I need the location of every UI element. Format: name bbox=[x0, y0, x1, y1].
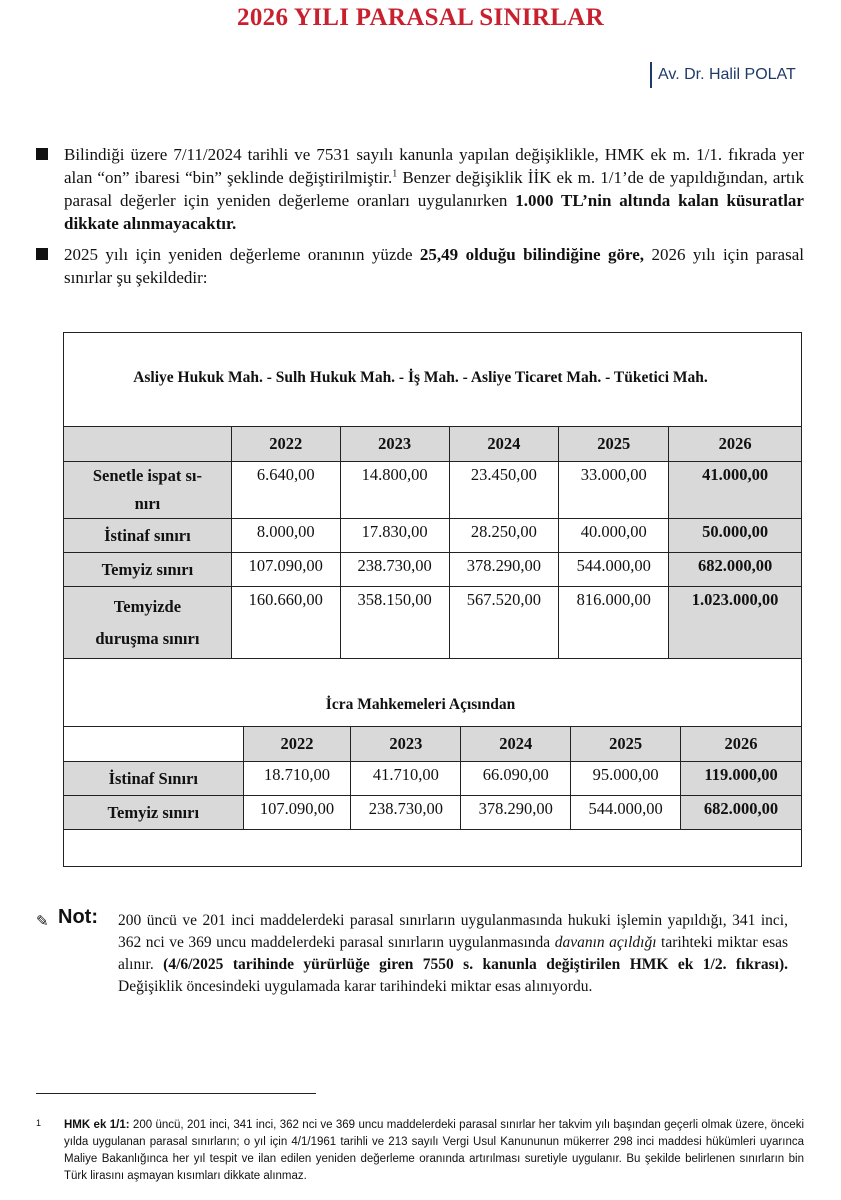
table-header-blank bbox=[64, 727, 244, 762]
table-row bbox=[64, 762, 802, 796]
table-cell-2026: 682.000,00 bbox=[681, 796, 802, 830]
row-label: Temyiz sınırı bbox=[64, 796, 244, 830]
footnote-divider bbox=[36, 1093, 316, 1094]
intro-paragraph-1: Bilindiği üzere 7/11/2024 tarihli ve 7531 sayılı kanunla yapılan değişiklikle, HMK ek m. 1/1. fıkrada yer alan “on” ibaresi “bin” şeklinde değiştirilmiştir.$^1$ Benzer değişiklik İİK ek m. 1/1’de de yapıldığından, artık parasal değerler için yeniden değerleme oranları uygulanırken 1.000 TL’nin altında kalan küsuratlar dikkate alınmayacaktır. bbox=[64, 145, 804, 233]
table1-heading: Asliye Hukuk Mah. - Sulh Hukuk Mah. - İş Mah. - Asliye Ticaret Mah. - Tüketici Mah. bbox=[133, 369, 708, 386]
author-name: Av. Dr. Halil POLAT bbox=[650, 62, 796, 88]
year-header: 2024 bbox=[449, 427, 559, 462]
table-header-row bbox=[64, 427, 802, 462]
row-label: İstinaf Sınırı bbox=[64, 762, 244, 796]
table-cell: 14.800,00 bbox=[340, 462, 449, 519]
table-cell: 107.090,00 bbox=[243, 796, 351, 830]
table-cell: 544.000,00 bbox=[559, 553, 669, 587]
table-cell: 816.000,00 bbox=[559, 587, 669, 659]
table-row bbox=[64, 796, 802, 830]
table2-heading: İcra Mahkemeleri Açısından bbox=[325, 696, 516, 713]
year-header: 2025 bbox=[559, 427, 669, 462]
year-header: 2023 bbox=[351, 727, 461, 762]
table-cell-2026: 50.000,00 bbox=[669, 519, 802, 553]
year-header: 2022 bbox=[231, 427, 340, 462]
row-label: Temyiz sınırı bbox=[64, 553, 232, 587]
table-row bbox=[64, 587, 802, 659]
year-header: 2026 bbox=[669, 427, 802, 462]
table-cell: 238.730,00 bbox=[340, 553, 449, 587]
table-cell: 23.450,00 bbox=[449, 462, 559, 519]
note-label: Not: bbox=[58, 906, 98, 928]
year-header: 2024 bbox=[461, 727, 571, 762]
table-cell: 160.660,00 bbox=[231, 587, 340, 659]
row-label: Temyizde duruşma sınırı bbox=[64, 587, 232, 659]
table-cell-2026: 119.000,00 bbox=[681, 762, 802, 796]
note-text: 200 üncü ve 201 inci maddelerdeki parasal sınırların uygulanmasında hukuki işlemin yapıldığı, 341 inci, 362 nci ve 369 uncu maddelerdeki parasal sınırların uygulanmasında davanın açıldığı tarihteki miktar esas alınır. (4/6/2025 tarihinde yürürlüğe giren 7550 s. kanunla değiştirilen HMK ek 1/2. fıkrası). Değişiklik öncesindeki uygulamada karar tarihindeki miktar esas alınıyordu. bbox=[118, 912, 789, 995]
page-title: 2026 YILI PARASAL SINIRLAR bbox=[237, 4, 604, 31]
table-cell: 95.000,00 bbox=[571, 762, 681, 796]
table-cell: 378.290,00 bbox=[449, 553, 559, 587]
table-cell: 238.730,00 bbox=[351, 796, 461, 830]
year-header: 2022 bbox=[243, 727, 351, 762]
table-cell-2026: 682.000,00 bbox=[669, 553, 802, 587]
table-cell: 378.290,00 bbox=[461, 796, 571, 830]
footnote-text: HMK ek 1/1: 200 üncü, 201 inci, 341 inci, 362 nci ve 369 uncu maddelerdeki parasal sınırlar her takvim yılı başından geçerli olmak üzere, önceki yılda uygulanan parasal sınırların; o yıl için 4/1/1961 tarihli ve 213 sayılı Vergi Usul Kanununun mükerrer 298 inci maddesi hükümleri uyarınca Maliye Bakanlığınca her yıl tespit ve ilan edilen yeniden değerleme oranında artırılması suretiyle uygulanır. Bu şekilde belirlenen sınırların bin Türk lirasını aşmayan kısımları dikkate alınmaz. bbox=[64, 1119, 804, 1182]
civil-courts-limits-table bbox=[63, 426, 802, 659]
table-cell: 40.000,00 bbox=[559, 519, 669, 553]
table-cell: 567.520,00 bbox=[449, 587, 559, 659]
table-cell: 107.090,00 bbox=[231, 553, 340, 587]
pencil-icon: ✎ bbox=[36, 914, 49, 930]
year-header: 2025 bbox=[571, 727, 681, 762]
table-row bbox=[64, 519, 802, 553]
footnote-number: 1 bbox=[36, 1118, 42, 1128]
table-row bbox=[64, 553, 802, 587]
table-cell: 17.830,00 bbox=[340, 519, 449, 553]
table-cell: 28.250,00 bbox=[449, 519, 559, 553]
table-header-row bbox=[64, 727, 802, 762]
bullet-square bbox=[36, 148, 48, 160]
table-cell-2026: 41.000,00 bbox=[669, 462, 802, 519]
bullet-square bbox=[36, 248, 48, 260]
table-cell: 41.710,00 bbox=[351, 762, 461, 796]
row-label: Senetle ispat sı-nırı bbox=[64, 462, 232, 519]
table-cell: 66.090,00 bbox=[461, 762, 571, 796]
table-cell: 18.710,00 bbox=[243, 762, 351, 796]
row-label: İstinaf sınırı bbox=[64, 519, 232, 553]
table-cell-2026: 1.023.000,00 bbox=[669, 587, 802, 659]
table-row bbox=[64, 462, 802, 519]
table-cell: 8.000,00 bbox=[231, 519, 340, 553]
enforcement-courts-limits-table bbox=[63, 726, 802, 830]
footnote-reference[interactable]: 1 bbox=[392, 168, 398, 180]
table-cell: 358.150,00 bbox=[340, 587, 449, 659]
table-cell: 6.640,00 bbox=[231, 462, 340, 519]
year-header: 2026 bbox=[681, 727, 802, 762]
intro-paragraph-2: 2025 yılı için yeniden değerleme oranının yüzde 25,49 olduğu bilindiğine göre, 2026 yılı için parasal sınırlar şu şekildedir: bbox=[64, 245, 804, 287]
table-header-blank bbox=[64, 427, 232, 462]
table-cell: 544.000,00 bbox=[571, 796, 681, 830]
table-cell: 33.000,00 bbox=[559, 462, 669, 519]
year-header: 2023 bbox=[340, 427, 449, 462]
